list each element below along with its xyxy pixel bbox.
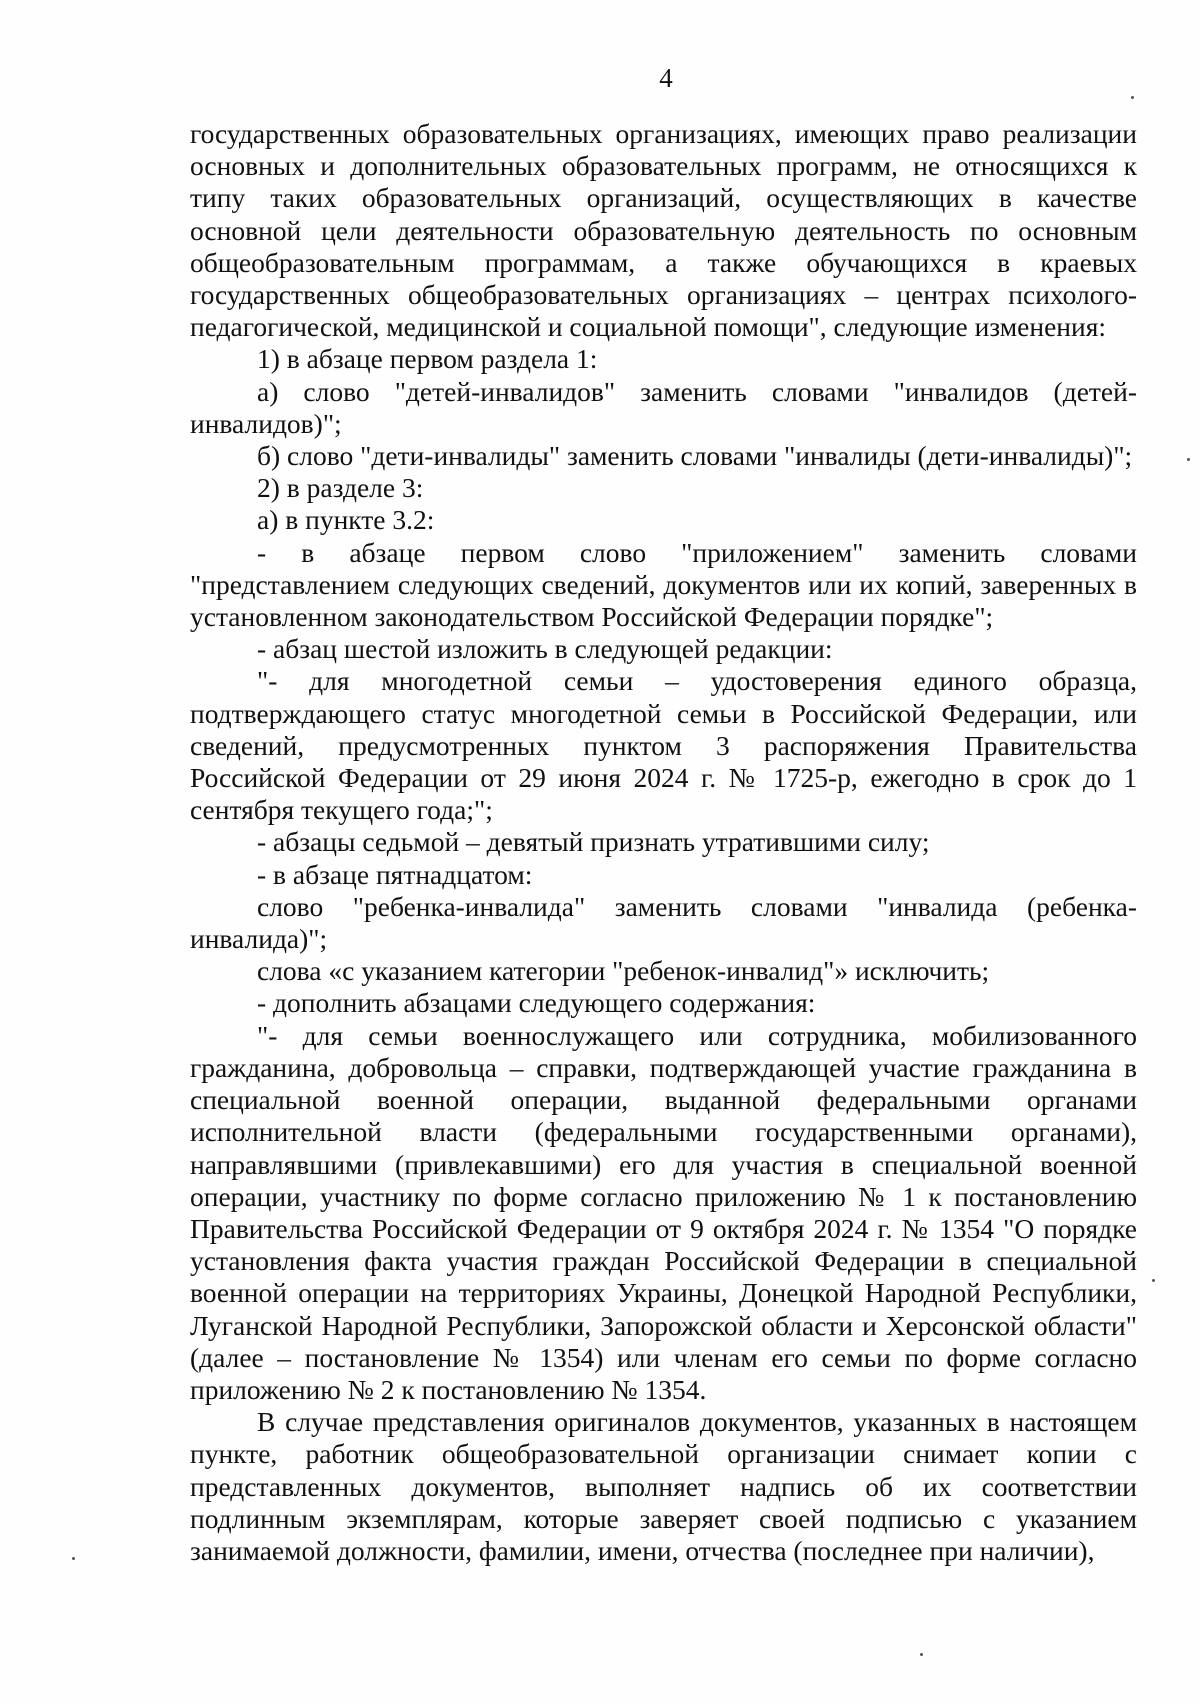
scan-speck [1187, 458, 1190, 461]
paragraph: "- для семьи военнослужащего или сотрудника, мобилизованного гражданина, добровольца – справки, подтверждающей участие гражданина в специальной военной операции, выданной федеральными органами исполнительной власти (федеральными государственными органами), направлявшими (привлекавшими) его для участия в специальной военной операции, участнику по форме согласно приложению № 1 к постановлению Правительства Российской Федерации от 9 октября 2024 г. № 1354 "О порядке установления факта участия граждан Российской Федерации в специальной военной операции на территориях Украины, Донецкой Народной Республики, Луганской Народной Республики, Запорожской области и Херсонской области" (далее – постановление № 1354) или членам его семьи по форме согласно приложению № 2 к постановлению № 1354. [190, 1019, 1137, 1405]
paragraph: "- для многодетной семьи – удостоверения единого образца, подтверждающего статус многодетной семьи в Российской Федерации, или сведений, предусмотренных пунктом 3 распоряжения Правительства Российской Федерации от 29 июня 2024 г. № 1725-р, ежегодно в срок до 1 сентября текущего года;"; [190, 665, 1137, 826]
paragraph: - абзац шестой изложить в следующей редакции: [257, 633, 833, 665]
page-number: 4 [659, 63, 673, 93]
paragraph: а) слово "детей-инвалидов" заменить словами "инвалидов (детей-инвалидов)"; [190, 375, 1137, 439]
paragraph: слова «с указанием категории "ребенок-инвалид"» исключить; [257, 955, 990, 987]
scan-speck [1152, 1279, 1155, 1282]
paragraph: слово "ребенка-инвалида" заменить словами "инвалида (ребенка-инвалида)"; [190, 890, 1137, 955]
paragraph: - в абзаце пятнадцатом: [257, 858, 533, 890]
paragraph: б) слово "дети-инвалиды" заменить словами "инвалиды (дети-инвалиды)"; [257, 440, 1133, 472]
paragraph: - в абзаце первом слово "приложением" заменить словами "представлением следующих сведений, документов или их копий, заверенных в установленном законодательством Российской Федерации порядке"; [190, 536, 1137, 633]
document-body [190, 118, 1137, 1567]
scan-speck [72, 1557, 75, 1560]
paragraph: 2) в разделе 3: [257, 472, 424, 504]
paragraph: - абзацы седьмой – девятый признать утратившими силу; [257, 826, 930, 858]
scan-speck [1131, 96, 1134, 99]
paragraph: В случае представления оригиналов документов, указанных в настоящем пункте, работник общеобразовательной организации снимает копии с представленных документов, выполняет надпись об их соответствии подлинным экземплярам, которые заверяет своей подписью с указанием занимаемой должности, фамилии, имени, отчества (последнее при наличии), [190, 1406, 1137, 1566]
paragraph: а) в пункте 3.2: [257, 504, 435, 536]
paragraph: 1) в абзаце первом раздела 1: [257, 343, 598, 375]
paragraph: - дополнить абзацами следующего содержания: [257, 987, 816, 1019]
scan-speck [920, 1653, 923, 1656]
paragraph: государственных образовательных организациях, имеющих право реализации основных и дополнительных образовательных программ, не относящихся к типу таких образовательных организаций, осуществляющих в качестве основной цели деятельности образовательную деятельность по основным общеобразовательным программам, а также обучающихся в краевых государственных общеобразовательных организациях – центрах психолого-педагогической, медицинской и социальной помощи", следующие изменения: [190, 118, 1137, 343]
